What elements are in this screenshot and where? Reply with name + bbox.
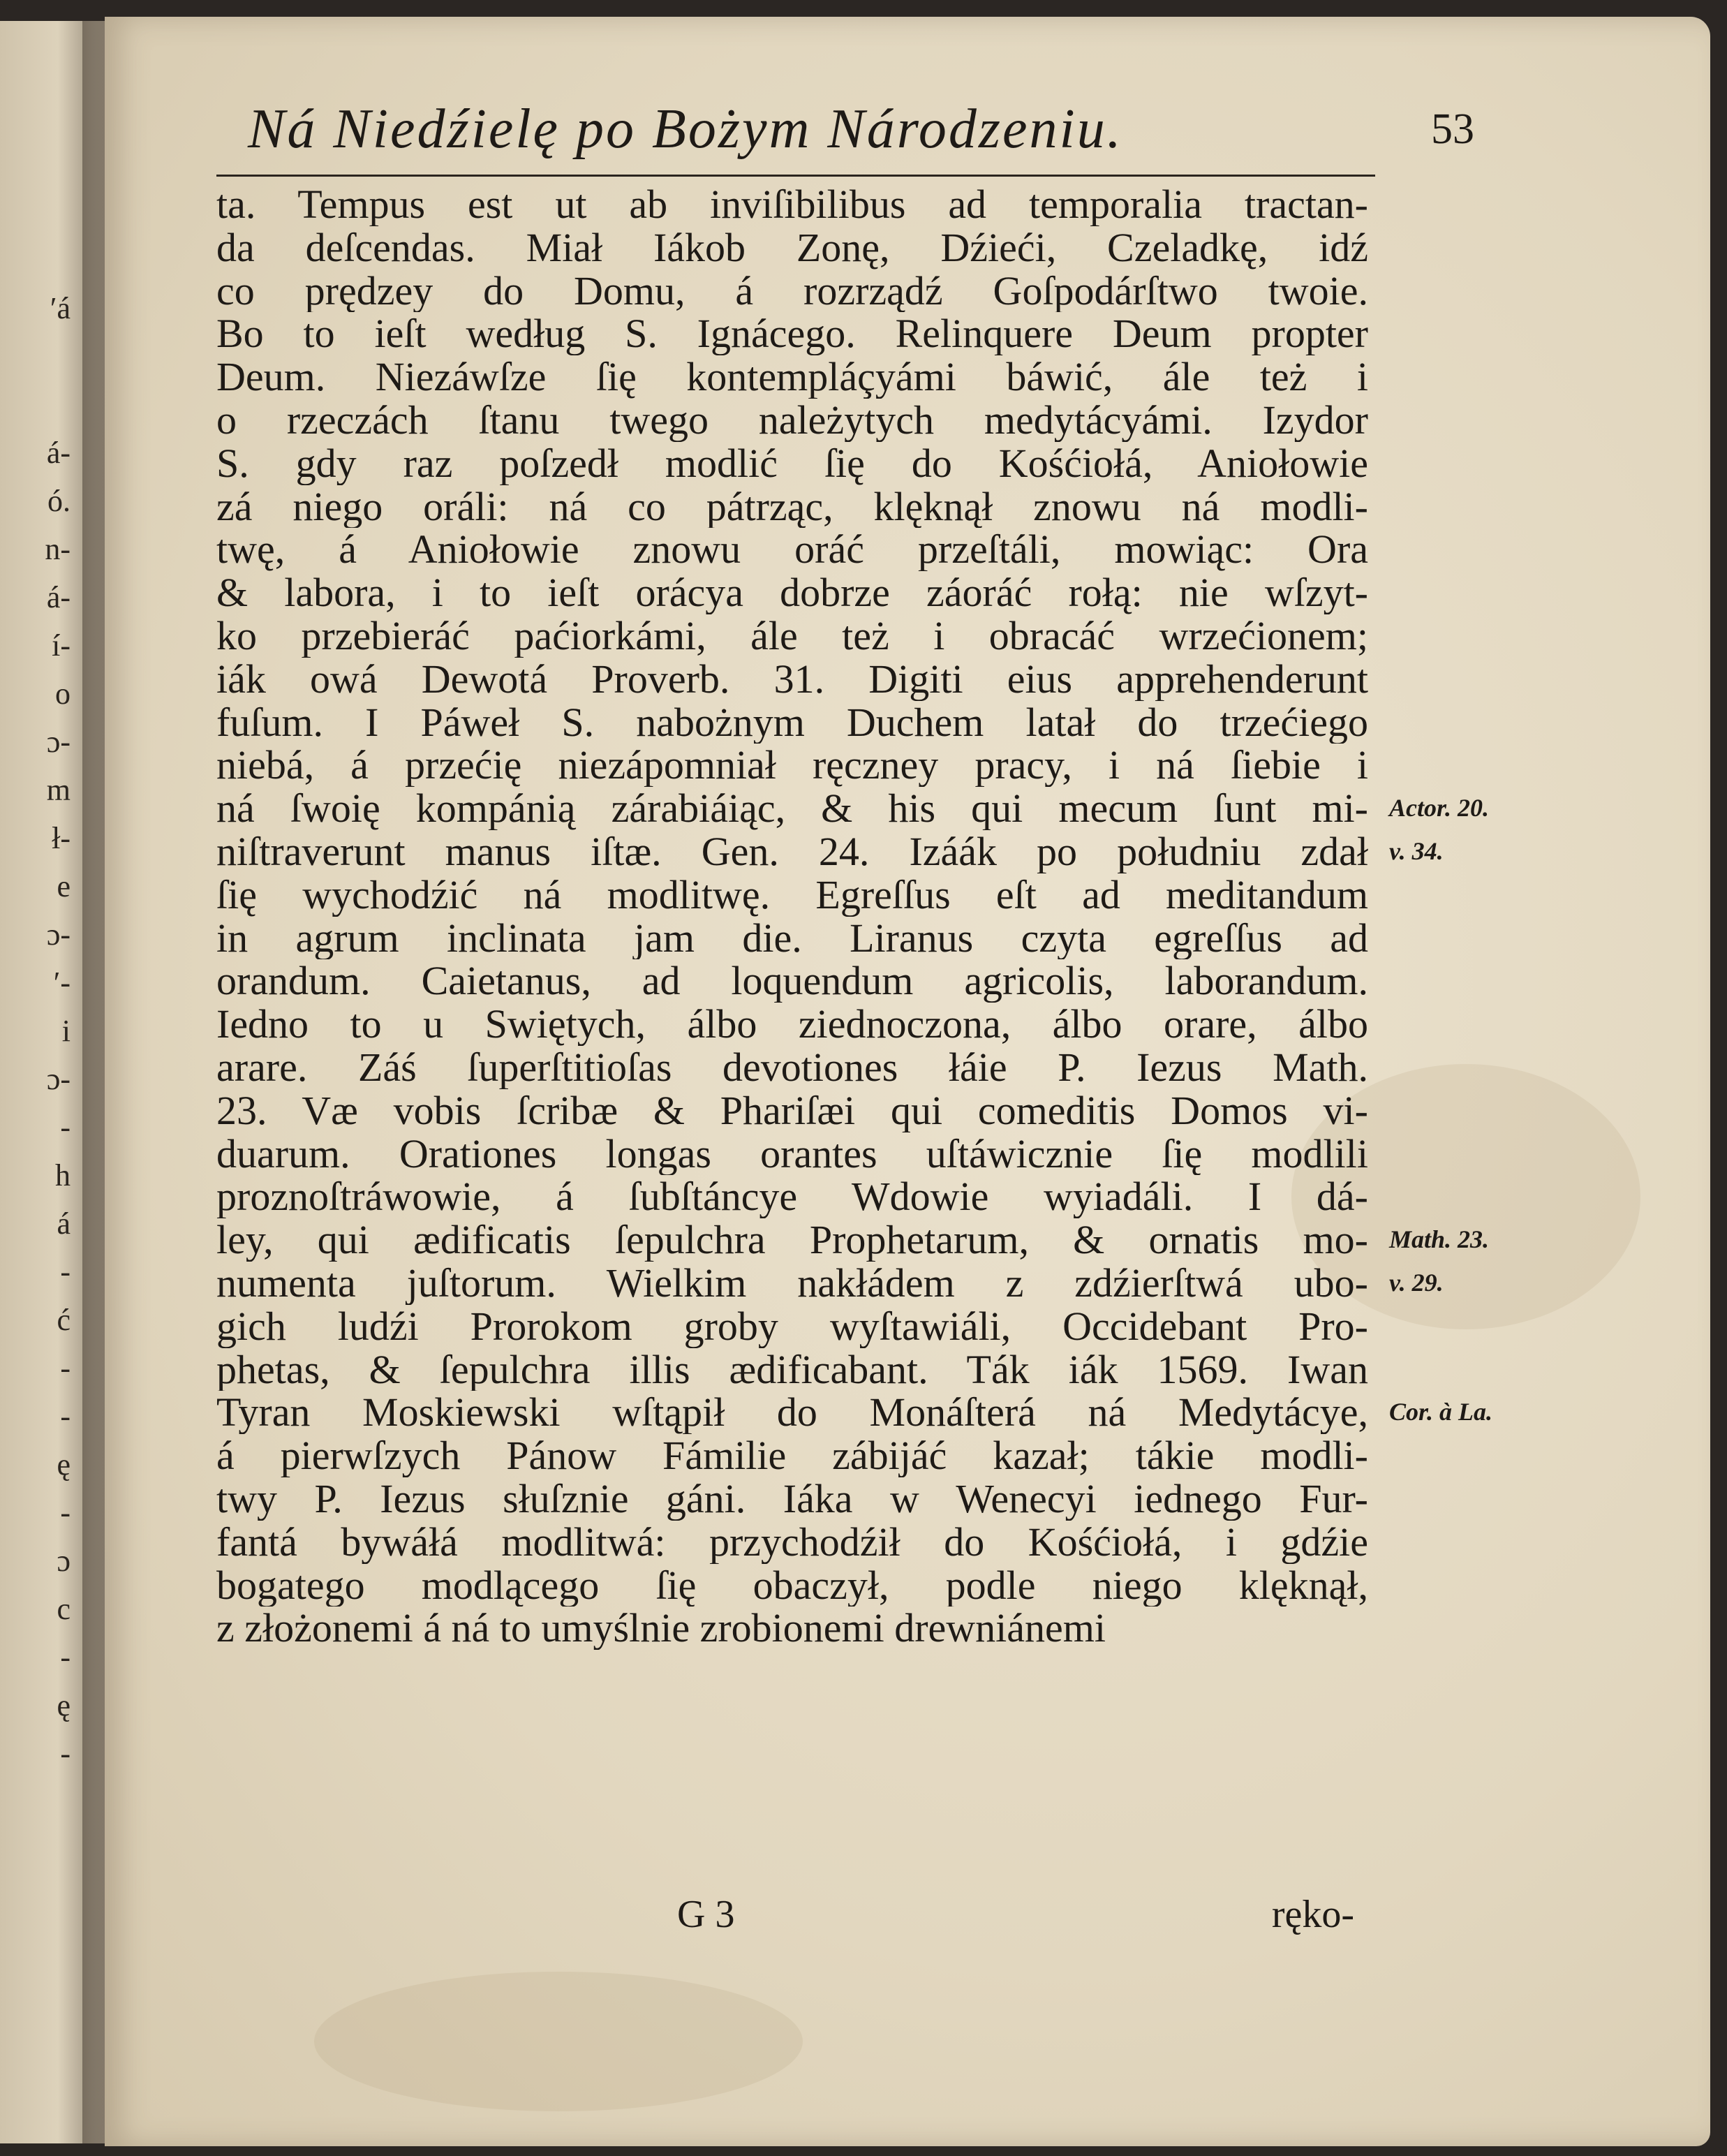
- text-line: numenta juſtorum. Wielkim nakłádem z zdźierſtwá ubo-: [216, 1261, 1368, 1305]
- facing-page-fragment: -: [60, 1255, 71, 1289]
- facing-page-fragment: ć: [57, 1303, 71, 1337]
- text-line: zá niego oráli: ná co pátrząc, klęknął znowu ná modli-: [216, 485, 1368, 529]
- text-line: ley, qui ædificatis ſepulchra Prophetarum, & ornatis mo-: [216, 1218, 1368, 1262]
- facing-page-fragment: ę: [57, 1447, 71, 1482]
- facing-page-fragment: -: [60, 1496, 71, 1530]
- facing-page-fragment: c: [57, 1592, 71, 1626]
- marginal-note: [1389, 571, 1557, 614]
- text-line: niſtraverunt manus iſtæ. Gen. 24. Izáák po południu zdał: [216, 829, 1368, 873]
- facing-page-fragment: ʹá: [50, 291, 71, 325]
- facing-page-fragment: m: [46, 773, 71, 807]
- facing-page-fragment: [0, 140, 80, 188]
- text-line: bogatego modlącego ſię obaczył, podle niego klęknął,: [216, 1563, 1368, 1607]
- marginal-note: [1389, 1175, 1557, 1218]
- text-line: gich ludźi Prorokom groby wyſtawiáli, Occidebant Pro-: [216, 1304, 1368, 1348]
- marginal-note: [1389, 1434, 1557, 1477]
- facing-page-fragment: ł-: [52, 821, 71, 855]
- facing-page-fragment: í-: [52, 628, 71, 663]
- marginal-note: [1389, 270, 1557, 313]
- marginal-note: [1389, 873, 1557, 917]
- text-line: niebá, á przećię niezápomniał ręczney pracy, i ná ſiebie i: [216, 744, 1368, 788]
- facing-page-fragment: ę: [57, 1688, 71, 1722]
- marginal-note: [1389, 1607, 1557, 1650]
- marginal-note: [1389, 1089, 1557, 1132]
- marginal-note: [1389, 312, 1557, 355]
- header-rule: [216, 175, 1375, 177]
- facing-page-fragment: ʹ-: [53, 966, 71, 1000]
- marginal-note: [1389, 744, 1557, 787]
- marginal-note: [1389, 399, 1557, 442]
- marginal-note: [1389, 1046, 1557, 1089]
- facing-page-text-fragments: [0, 140, 80, 1778]
- text-line: ta. Tempus est ut ab inviſibilibus ad temporalia tractan-: [216, 183, 1368, 226]
- facing-page-fragment: -: [60, 1736, 71, 1771]
- text-line: Iedno to u Swiętych, álbo ziednoczona, álbo orare, álbo: [216, 1003, 1368, 1046]
- facing-page-fragment: ɔ: [57, 1544, 71, 1578]
- marginal-note: [1389, 183, 1557, 226]
- marginal-note: [1389, 1305, 1557, 1348]
- facing-page-fragment: á: [57, 1206, 71, 1241]
- text-line: ſię wychodźić ná modlitwę. Egreſſus eſt ad meditandum: [216, 873, 1368, 917]
- catchline: [677, 1892, 1354, 1937]
- text-line: da deſcendas. Miał Iákob Zonę, Dźieći, Czeladkę, idź: [216, 226, 1368, 270]
- marginal-note: [1389, 701, 1557, 744]
- facing-page-fragment: -: [60, 1351, 71, 1385]
- facing-page-fragment: -: [60, 1640, 71, 1674]
- paper-stain: [314, 1972, 803, 2111]
- facing-page-fragment: [0, 188, 80, 236]
- facing-page-fragment: -: [60, 1399, 71, 1433]
- marginal-note: [1389, 1348, 1557, 1391]
- marginal-note: Cor. à La.: [1389, 1398, 1493, 1426]
- marginal-note: [1389, 1477, 1557, 1521]
- marginal-note: [1389, 1003, 1557, 1046]
- text-line: arare. Záś ſuperſtitioſas devotiones łáie P. Iezus Math.: [216, 1045, 1368, 1089]
- marginal-note: [1389, 1521, 1557, 1564]
- text-line: iák owá Dewotá Proverb. 31. Digiti eius apprehenderunt: [216, 657, 1368, 701]
- marginal-note: v. 29.: [1389, 1268, 1444, 1297]
- marginal-notes: [1389, 183, 1557, 1650]
- text-line: twę, á Aniołowie znowu oráć przeſtáli, mowiąc: Ora: [216, 528, 1368, 572]
- text-line: ko przebieráć paćiorkámi, ále też i obracáć wrzećionem;: [216, 614, 1368, 658]
- signature-mark: G 3: [677, 1893, 735, 1936]
- text-line: Tyran Moskiewski wſtąpił do Monáſterá ná Medytácye,: [216, 1391, 1368, 1435]
- text-line: Bo to ieſt według S. Ignácego. Relinquere Deum propter: [216, 312, 1368, 356]
- catchword: ręko-: [1271, 1893, 1354, 1936]
- facing-page-fragment: ɔ-: [46, 917, 71, 952]
- text-line: fuſum. I Páweł S. nabożnym Duchem latał do trzećiego: [216, 700, 1368, 744]
- text-line: z złożonemi á ná to umyślnie zrobionemi drewniánemi: [216, 1607, 1106, 1651]
- text-line: 23. Væ vobis ſcribæ & Phariſæi qui comeditis Domos vi-: [216, 1088, 1368, 1132]
- marginal-note: [1389, 485, 1557, 529]
- facing-page-fragment: ɔ-: [46, 725, 71, 759]
- facing-page-fragment: i: [61, 1014, 71, 1048]
- text-line: orandum. Caietanus, ad loquendum agricolis, laborandum.: [216, 959, 1368, 1003]
- marginal-note: Actor. 20.: [1389, 794, 1490, 822]
- facing-page-fragment: ó.: [47, 484, 71, 518]
- page-number: 53: [1431, 105, 1474, 153]
- marginal-note: Math. 23.: [1389, 1225, 1490, 1254]
- body-text: [216, 183, 1368, 1650]
- facing-page-fragment: [0, 381, 80, 429]
- marginal-note: [1389, 226, 1557, 270]
- text-line: Deum. Niezáwſze ſię kontempláçyámi báwić, ále też i: [216, 355, 1368, 399]
- running-head: Ná Niedźielę po Bożym Národzeniu.: [248, 98, 1123, 160]
- text-line: fantá bywáłá modlitwá: przychodźił do Kośćiołá, i gdźie: [216, 1520, 1368, 1564]
- marginal-note: [1389, 1132, 1557, 1176]
- text-line: proznoſtráwowie, á ſubſtáncye Wdowie wyiadáli. I dá-: [216, 1175, 1368, 1219]
- marginal-note: [1389, 959, 1557, 1003]
- facing-page-fragment: -: [60, 1110, 71, 1144]
- facing-page-fragment: ɔ-: [46, 1062, 71, 1096]
- text-line: o rzeczách ſtanu twego należytych medytácyámi. Izydor: [216, 398, 1368, 442]
- marginal-note: v. 34.: [1389, 836, 1444, 865]
- marginal-note: [1389, 1564, 1557, 1607]
- facing-page-fragment: [0, 236, 80, 284]
- marginal-note: [1389, 917, 1557, 960]
- text-line: & labora, i to ieſt orácya dobrze záoráć rołą: nie wſzyt-: [216, 571, 1368, 614]
- text-line: phetas, & ſepulchra illis ædificabant. Ták iák 1569. Iwan: [216, 1348, 1368, 1391]
- facing-page-fragment: e: [57, 869, 71, 903]
- text-line: duarum. Orationes longas orantes uſtáwicznie ſię modlili: [216, 1132, 1368, 1176]
- text-line: in agrum inclinata jam die. Liranus czyta egreſſus ad: [216, 916, 1368, 960]
- text-line: ná ſwoię kompánią zárabiáiąc, & his qui mecum ſunt mi-: [216, 787, 1368, 830]
- text-line: co prędzey do Domu, á rozrządź Goſpodárſtwo twoie.: [216, 269, 1368, 313]
- marginal-note: [1389, 442, 1557, 485]
- facing-page-fragment: á-: [46, 580, 71, 614]
- facing-page-fragment: h: [55, 1158, 71, 1193]
- text-line: twy P. Iezus słuſznie gáni. Iáka w Wenecyi iednego Fur-: [216, 1477, 1368, 1521]
- facing-page-fragment: n-: [45, 532, 71, 566]
- marginal-note: [1389, 355, 1557, 399]
- text-line: S. gdy raz poſzedł modlić ſię do Kośćiołá, Aniołowie: [216, 441, 1368, 485]
- facing-page-fragment: á-: [46, 436, 71, 470]
- marginal-note: [1389, 658, 1557, 701]
- marginal-note: [1389, 614, 1557, 658]
- facing-page-fragment: [0, 332, 80, 381]
- facing-page-fragment: o: [55, 677, 71, 711]
- text-line: á pierwſzych Pánow Fámilie zábijáć kazał; tákie modli-: [216, 1434, 1368, 1477]
- marginal-note: [1389, 528, 1557, 571]
